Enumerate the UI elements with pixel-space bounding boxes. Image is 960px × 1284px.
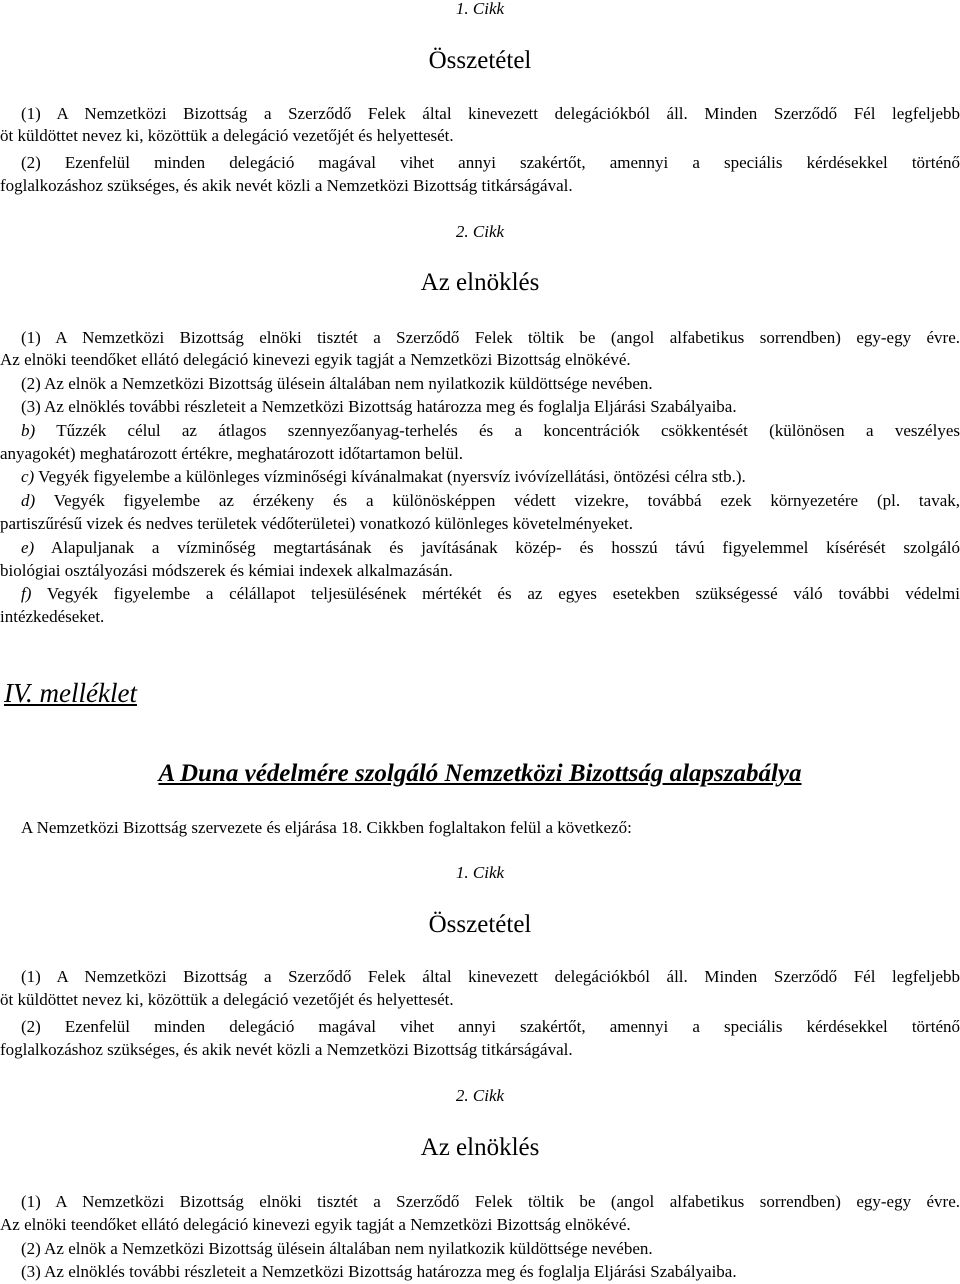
article-heading: Összetétel: [428, 911, 532, 938]
paragraph-line: (1) A Nemzetközi Bizottság elnöki tisztét a Szerződő Felek töltik be (angol alfabetikus sorrendben) egy-egy évre.: [21, 328, 960, 347]
list-item-line: [0, 420, 960, 442]
paragraph-line: foglalkozáshoz szükséges, és akik nevét közli a Nemzetközi Bizottság titkárságával.: [0, 1040, 573, 1059]
list-item-line: [0, 490, 960, 512]
paragraph-line: (1) A Nemzetközi Bizottság a Szerződő Felek által kinevezett delegációkból áll. Minden Szerződő Fél legfeljebb: [21, 104, 960, 123]
article-heading: Összetétel: [428, 47, 532, 74]
list-item-line: partiszűrésű vizek és nedves területek védőterületei) vonatkozó különleges követelményeket.: [0, 514, 634, 533]
paragraph-line: (2) Ezenfelül minden delegáció magával vihet annyi szakértőt, amennyi a speciális kérdésekkel történő: [21, 1017, 960, 1036]
list-item-line: [0, 537, 960, 559]
paragraph-line: (2) Ezenfelül minden delegáció magával vihet annyi szakértőt, amennyi a speciális kérdésekkel történő: [21, 153, 960, 172]
item-text: Vegyék figyelembe a különleges vízminőségi kívánalmakat (nyersvíz ivóvízellátási, öntözési célra stb.).: [38, 467, 746, 486]
item-text: Alapuljanak a vízminőség megtartásának és javításának közép- és hosszú távú figyelemmel kísérését szolgáló: [51, 538, 960, 557]
list-item-line: anyagokét) meghatározott értékre, meghatározott időtartamon belül.: [0, 444, 464, 463]
paragraph-line: foglalkozáshoz szükséges, és akik nevét közli a Nemzetközi Bizottság titkárságával.: [0, 176, 573, 195]
article-number: 1. Cikk: [455, 863, 505, 882]
annex-title-text: A Duna védelmére szolgáló Nemzetközi Bizottság alapszabálya: [158, 760, 802, 787]
paragraph-line: (1) A Nemzetközi Bizottság elnöki tisztét a Szerződő Felek töltik be (angol alfabetikus sorrendben) egy-egy évre.: [21, 1192, 960, 1211]
item-label: b): [21, 421, 36, 440]
article-number: 2. Cikk: [455, 1086, 505, 1105]
annex-title: [0, 759, 960, 789]
paragraph-line: Az elnöki teendőket ellátó delegáció kinevezi egyik tagját a Nemzetközi Bizottság elnökévé.: [0, 350, 631, 369]
paragraph-line: öt küldöttet nevez ki, közöttük a delegáció vezetőjét és helyettesét.: [0, 126, 454, 145]
paragraph-line: (1) A Nemzetközi Bizottság a Szerződő Felek által kinevezett delegációkból áll. Minden Szerződő Fél legfeljebb: [21, 967, 960, 986]
list-item-line: intézkedéseket.: [0, 607, 105, 626]
article-number: 1. Cikk: [455, 0, 505, 18]
item-text: Tűzzék célul az átlagos szennyezőanyag-terhelés és a koncentrációk csökkentését (különösen a veszélyes: [56, 421, 960, 440]
paragraph-line: öt küldöttet nevez ki, közöttük a delegáció vezetőjét és helyettesét.: [0, 990, 454, 1009]
paragraph-line: Az elnöki teendőket ellátó delegáció kinevezi egyik tagját a Nemzetközi Bizottság elnökévé.: [0, 1215, 631, 1234]
list-item-line: [0, 583, 960, 605]
article-heading: Az elnöklés: [420, 1134, 540, 1161]
annex-intro: A Nemzetközi Bizottság szervezete és eljárása 18. Cikkben foglaltakon felül a következő:: [21, 818, 632, 837]
item-label: f): [21, 584, 32, 603]
paragraph-line: (2) Az elnök a Nemzetközi Bizottság ülésein általában nem nyilatkozik küldöttsége nevében.: [21, 374, 653, 393]
list-item-line: [0, 466, 960, 488]
paragraph-line: (2) Az elnök a Nemzetközi Bizottság ülésein általában nem nyilatkozik küldöttsége nevében.: [21, 1239, 653, 1258]
item-text: Vegyék figyelembe az érzékeny és a különösképpen védett vizekre, továbbá ezek környezetére (pl. tavak,: [53, 491, 960, 510]
paragraph-line: (3) Az elnöklés további részleteit a Nemzetközi Bizottság határozza meg és foglalja Eljárási Szabályaiba.: [21, 1262, 737, 1281]
annex-label: [4, 677, 137, 709]
list-item-line: biológiai osztályozási módszerek és kémiai indexek alkalmazásán.: [0, 561, 453, 580]
item-label: e): [21, 538, 35, 557]
item-label: c): [21, 467, 35, 486]
item-label: d): [21, 491, 36, 510]
article-number: 2. Cikk: [455, 222, 505, 241]
annex-label-text: IV. melléklet: [4, 678, 137, 708]
paragraph-line: (3) Az elnöklés további részleteit a Nemzetközi Bizottság határozza meg és foglalja Eljárási Szabályaiba.: [21, 397, 737, 416]
article-heading: Az elnöklés: [420, 269, 540, 296]
item-text: Vegyék figyelembe a célállapot teljesülésének mértékét és az egyes esetekben szükségessé váló további védelmi: [46, 584, 960, 603]
